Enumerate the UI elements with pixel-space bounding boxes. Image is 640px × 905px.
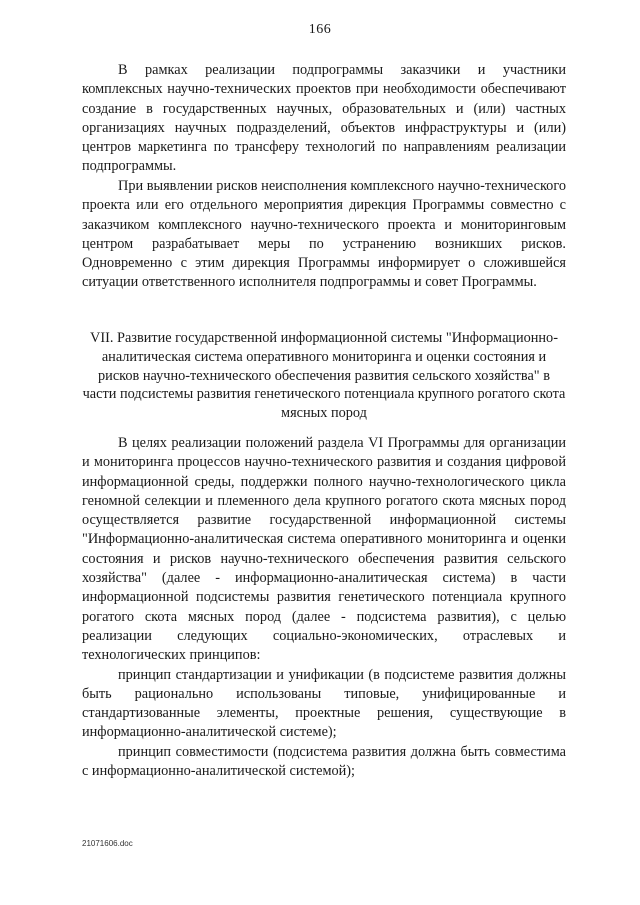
intro-paragraph-group bbox=[82, 61, 566, 177]
paragraph-subprogram-infrastructure: В рамках реализации подпрограммы заказчики и участники комплексных научно-технических проектов при необходимости обеспечивают создание в государственных научных, образовательных и (или) частных организациях научных подразделений, объектов инфраструктуры и (или) центров маркетинга по трансферу технологий по направлениям реализации подпрограммы. bbox=[82, 62, 566, 175]
risk-paragraph-group bbox=[82, 177, 566, 293]
paragraph-risk-handling: При выявлении рисков неисполнения комплексного научно-технического проекта или его отдельного мероприятия дирекция Программы совместно с заказчиком комплексного научно-технического проекта и мониторинговым центром разрабатывает меры по устранению возникших рисков. Одновременно с этим дирекция Программы информирует о сложившейся ситуации ответственного исполнителя подпрограммы и совет Программы. bbox=[82, 178, 566, 291]
paragraph-development-goals: В целях реализации положений раздела VI Программы для организации и мониторинга процессов научно-технического развития и создания цифровой информационной среды, поддержки полного научно-технологического цикла геномной селекции и племенного дела крупного рогатого скота мясных пород осуществляется развитие государственной информационной системы "Информационно-аналитическая система оперативного мониторинга и оценки состояния и рисков научно-технического обеспечения развития сельского хозяйства" (далее - информационно-аналитическая система) в части информационной подсистемы развития генетического потенциала крупного рогатого скота мясных пород (далее - подсистема развития), с целью реализации следующих социально-экономических, отраслевых и технологических принципов: bbox=[82, 435, 566, 664]
paragraph-principle-standardization: принцип стандартизации и унификации (в подсистеме развития должны быть рационально использованы типовые, унифицированные и стандартизованные элементы, проектные решения, существующие в информационно-аналитической системе); bbox=[82, 666, 566, 741]
section-heading: VII. Развитие государственной информационной системы "Информационно-аналитическая система оперативного мониторинга и оценки состояния и рисков научно-технического обеспечения развития сельского хозяйства" в части подсистемы развития генетического потенциала крупного рогатого скота мясных пород bbox=[82, 330, 566, 422]
section-body bbox=[82, 434, 566, 781]
footer-document-code: 21071606.doc bbox=[82, 839, 133, 848]
paragraph-principle-compatibility: принцип совместимости (подсистема развития должна быть совместима с информационно-аналитической системой); bbox=[82, 743, 566, 780]
page-number: 166 bbox=[308, 22, 332, 37]
